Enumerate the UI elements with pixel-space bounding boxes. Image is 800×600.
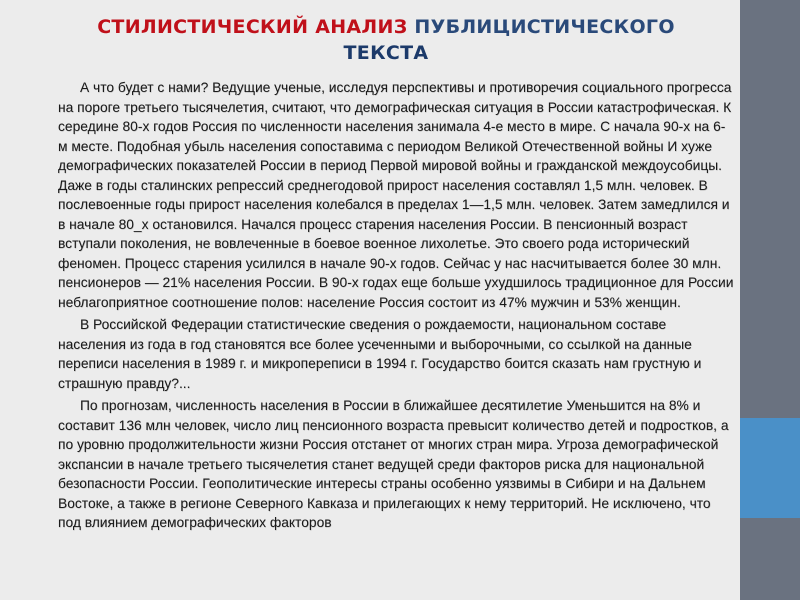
title-part-2: ПУБЛИЦИСТИЧЕСКОГО	[414, 16, 675, 38]
body-text	[58, 78, 734, 536]
title-part-3: ТЕКСТА	[343, 42, 429, 64]
paragraph-2: В Российской Федерации статистические сведения о рождаемости, национальном составе населения из года в год становятся все более усеченными и выборочными, со ссылкой на данные переписи населения в 1989 г. и микропереписи в 1994 г. Государство боится сказать нам грустную и страшную правду?...	[58, 317, 702, 391]
paragraph-3: По прогнозам, численность населения в России в ближайшее десятилетие Уменьшится на 8% и составит 136 млн человек, число лиц пенсионного возраста превысит количество детей и подростков, а по уровню продолжительности жизни Россия отстанет от многих стран мира. Угроза демографической экспансии в начале третьего тысячелетия станет ведущей среди факторов риска для национальной безопасности России. Геополитические интересы страны особенно уязвимы в Сибири и на Дальнем Востоке, а также в регионе Северного Кавказа и прилегающих к нему территорий. Не исключено, что под влиянием демографических факторов	[58, 398, 729, 530]
paragraph-1: А что будет с нами? Ведущие ученые, исследуя перспективы и противоречия социального прогресса на пороге третьего тысячелетия, считают, что демографическая ситуация в России катастрофическая. К середине 80-х годов Россия по численности населения занимала 4-е место в мире. С начала 90-х на 6-м месте. Подобная убыль населения сопоставима с периодом Великой Отечественной войны И хуже демографических показателей России в период Первой мировой войны и гражданской междоусобицы. Даже в годы сталинских репрессий среднегодовой прирост населения составлял 1,5 млн. человек. В послевоенные годы прирост населения колебался в пределах 1—1,5 млн. человек. Затем замедлился и в начале 80_х остановился. Начался процесс старения населения России. В пенсионный возраст вступали поколения, не вовлеченные в боевое военное лихолетье. Это своего рода исторический феномен. Процесс старения усилился в начале 90-х годов. Сейчас у нас насчитывается более 30 млн. пенсионеров — 21% населения России. В 90-х годах еще больше ухудшилось традиционное для России неблагоприятное соотношение полов: население Россия состоит из 47% мужчин и 53% женщин.	[58, 80, 734, 310]
sidebar-accent-block	[740, 418, 800, 518]
slide-title	[40, 14, 732, 66]
title-part-1: СТИЛИСТИЧЕСКИЙ АНАЛИЗ	[97, 16, 408, 38]
